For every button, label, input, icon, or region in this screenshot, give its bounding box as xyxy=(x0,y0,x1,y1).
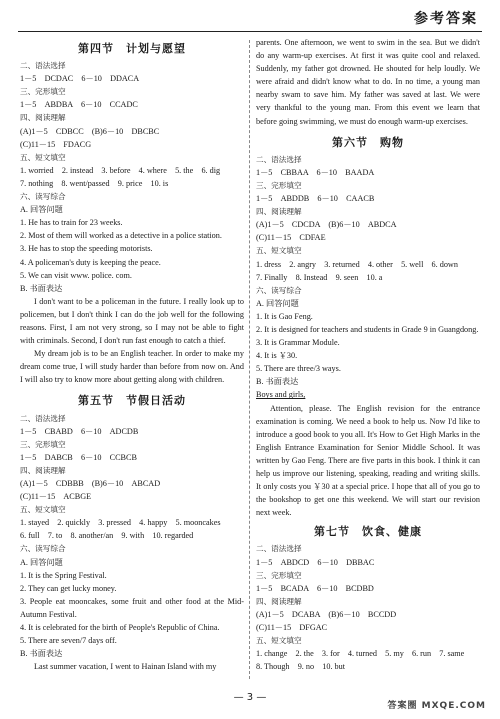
answer-line: 1. He has to train for 23 weeks. xyxy=(20,218,123,228)
question-type-heading: 四、阅读理解 xyxy=(256,207,302,217)
answer-line: (C)11－15 DFGAC xyxy=(256,623,328,633)
answer-line: 1. stayed 2. quickly 3. pressed 4. happy 5. mooncakes xyxy=(20,518,221,528)
left-column xyxy=(20,36,244,673)
section-5-title: 第五节 节假日活动 xyxy=(78,394,186,408)
answer-line: B. 书面表达 xyxy=(256,377,299,387)
answer-line: (A)1－5 DCABA (B)6－10 BCCDD xyxy=(256,609,397,619)
header-rule xyxy=(18,31,482,32)
question-type-heading: 五、短文填空 xyxy=(20,505,66,515)
question-type-heading: 二、语法选择 xyxy=(20,61,66,71)
answer-line: 5. We can visit www. police. com. xyxy=(20,270,132,280)
section-7-body xyxy=(256,542,480,673)
section-7-title: 第七节 饮食、健康 xyxy=(314,525,422,539)
answer-line: 3. He has to stop the speeding motorists. xyxy=(20,244,153,254)
answer-line: 2. Most of them will worked as a detective in a police station. xyxy=(20,231,222,241)
answer-line: 5. There are seven/7 days off. xyxy=(20,636,117,646)
answer-line: 1. It is Gao Feng. xyxy=(256,311,313,321)
answer-line: (A)1－5 CDBCC (B)6－10 DBCBC xyxy=(20,126,160,136)
answer-line: B. 书面表达 xyxy=(20,283,63,293)
answer-line: 6. full 7. to 8. another/an 9. with 10. regarded xyxy=(20,531,194,541)
section-6-title: 第六节 购物 xyxy=(332,135,404,149)
question-type-heading: 四、阅读理解 xyxy=(20,113,66,123)
answer-line: 1－5 CBBAA 6－10 BAADA xyxy=(256,167,375,177)
question-type-heading: 五、短文填空 xyxy=(256,636,302,646)
question-type-heading: 二、语法选择 xyxy=(256,154,302,164)
question-type-heading: 四、阅读理解 xyxy=(20,465,66,475)
answer-line: 8. Though 9. no 10. but xyxy=(256,662,346,672)
section-6-body xyxy=(256,153,480,389)
answer-line: (C)11－15 FDACG xyxy=(20,139,92,149)
question-type-heading: 六、读写综合 xyxy=(20,544,66,554)
header-title: 参考答案 xyxy=(414,11,478,27)
answer-line: 1－5 DABCB 6－10 CCBCB xyxy=(20,452,137,462)
answer-line: 7. nothing 8. went/passed 9. price 10. is xyxy=(20,178,169,188)
answer-line: 3. People eat mooncakes, some fruit and other food at the Mid-Autumn Festival. xyxy=(20,596,244,619)
answer-line: (C)11－15 ACBGE xyxy=(20,492,92,502)
answer-line: 5. There are three/3 ways. xyxy=(256,364,341,374)
answer-line: (A)1－5 CDCDA (B)6－10 ABDCA xyxy=(256,220,397,230)
answer-line: 1－5 DCDAC 6－10 DDACA xyxy=(20,74,140,84)
section-5-essay: Last summer vacation, I went to Hainan Island with my xyxy=(34,662,217,672)
answer-line: 4. It is ￥30. xyxy=(256,351,298,361)
answer-line: 1. change 2. the 3. for 4. turned 5. my 6. run 7. same xyxy=(256,649,465,659)
answer-line: 1－5 ABDCD 6－10 DBBAC xyxy=(256,557,375,567)
question-type-heading: 二、语法选择 xyxy=(20,413,66,423)
column-divider xyxy=(249,40,250,679)
answer-line: A. 回答问题 xyxy=(20,205,63,215)
answer-line: A. 回答问题 xyxy=(20,557,63,567)
section-6-essay: Attention, please. The English revision for the entrance examination is coming. We need a book to help us. Now I'd like to introduce a good book to you all. It's How to Get High Marks in the English Entrance Examination for Senior Middle School. It was written by Gao Feng. There are five parts in this book. I think it can help us improve our listening, speaking, reading and writing skills. It only costs you ￥30 at a special price. I hope that all of you go to the bookshop to get one this weekend. We will start our revision next week. xyxy=(256,403,480,518)
section-4-essay xyxy=(20,295,244,387)
question-type-heading: 五、短文填空 xyxy=(256,246,302,256)
question-type-heading: 三、完形填空 xyxy=(20,87,66,97)
answer-line: 2. They can get lucky money. xyxy=(20,583,117,593)
answer-line: 1－5 ABDBA 6－10 CCADC xyxy=(20,100,138,110)
section-5-body xyxy=(20,412,244,661)
essay-paragraph: My dream job is to be an English teacher. In order to make my dream come true, I will study harder than before from now on. And I will also try to know more about getting along with children. xyxy=(20,349,244,385)
essay-paragraph: I don't want to be a policeman in the future. I really look up to policemen, but I don't think I can do the job well for the following reasons. First, I am not very strong, so I may not be able to fight with criminals. Second, I don't run fast enough to catch a thief. xyxy=(20,296,244,346)
answer-line: (A)1－5 CDBBB (B)6－10 ABCAD xyxy=(20,479,161,488)
section-4-title: 第四节 计划与愿望 xyxy=(78,42,186,55)
answer-line: 2. It is designed for teachers and students in Grade 9 in Guangdong. xyxy=(256,324,479,334)
question-type-heading: 四、阅读理解 xyxy=(256,596,302,606)
answer-line: (C)11－15 CDFAE xyxy=(256,233,326,243)
answer-line: 1. worried 2. instead 3. before 4. where 5. the 6. dig xyxy=(20,165,221,175)
question-type-heading: 三、完形填空 xyxy=(20,439,66,449)
answer-line: 1－5 BCADA 6－10 BCDBD xyxy=(256,583,374,593)
answer-line: 4. It is celebrated for the birth of People's Republic of China. xyxy=(20,623,220,633)
question-type-heading: 三、完形填空 xyxy=(256,180,302,190)
question-type-heading: 二、语法选择 xyxy=(256,544,302,554)
continued-essay: parents. One afternoon, we went to swim in the sea. But we didn't do any warm-up exercises. At first it was quite cool and relaxed. Suddenly, my father got drowned. He shouted for help loudly. We were afraid and didn't know what to do. In no time, a young man nearby swam to save him. My father was saved at last. We were very thankful to the young man. From this event we learn that before going swimming, we must do enough warm-up exercises. xyxy=(256,38,480,126)
answer-line: 4. A policeman's duty is keeping the peace. xyxy=(20,257,161,267)
watermark-logo: 答案圈 MXQE.COM xyxy=(387,701,486,711)
question-type-heading: 六、读写综合 xyxy=(20,192,66,202)
section-6-greeting: Boys and girls, xyxy=(256,390,306,400)
answer-line: B. 书面表达 xyxy=(20,649,63,659)
page-number: — 3 — xyxy=(233,692,267,703)
answer-line: A. 回答问题 xyxy=(256,298,299,308)
right-column xyxy=(256,36,480,673)
section-4-body xyxy=(20,59,244,295)
question-type-heading: 三、完形填空 xyxy=(256,570,302,580)
question-type-heading: 五、短文填空 xyxy=(20,152,66,162)
answer-line: 1. dress 2. angry 3. returned 4. other 5. well 6. down xyxy=(256,259,458,269)
answer-line: 1－5 ABDDB 6－10 CAACB xyxy=(256,194,375,204)
question-type-heading: 六、读写综合 xyxy=(256,285,302,295)
answer-line: 1. It is the Spring Festival. xyxy=(20,570,107,580)
answer-line: 3. It is Grammar Module. xyxy=(256,338,340,348)
answer-line: 1－5 CBABD 6－10 ADCDB xyxy=(20,426,139,436)
answer-line: 7. Finally 8. Instead 9. seen 10. a xyxy=(256,272,383,282)
